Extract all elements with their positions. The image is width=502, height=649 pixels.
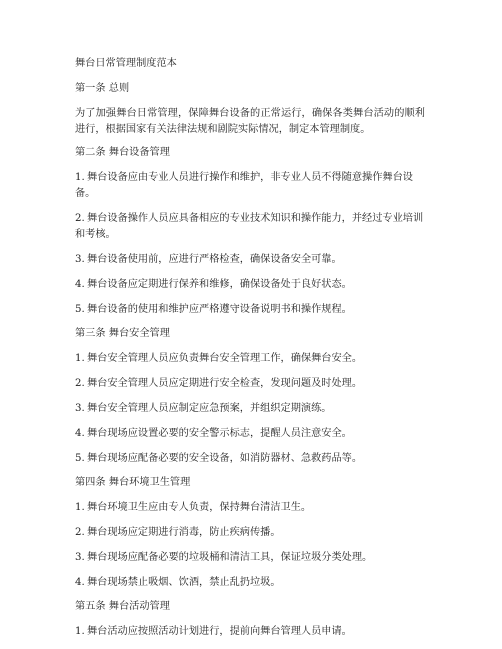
- item-text: 舞台活动应按照活动计划进行，提前向舞台管理人员申请。: [87, 626, 352, 637]
- list-item: [75, 525, 425, 541]
- section-activities: [75, 600, 425, 640]
- item-number: 3.: [75, 254, 85, 265]
- item-number: 1.: [75, 626, 85, 637]
- item-text: 舞台安全管理人员应制定应急预案，并组织定期演练。: [87, 403, 332, 414]
- list-item: [75, 277, 425, 293]
- list-item: [75, 575, 425, 591]
- list-item: [75, 426, 425, 442]
- list-item: [75, 252, 425, 268]
- item-number: 2.: [75, 527, 85, 538]
- item-number: 5.: [75, 453, 85, 464]
- item-number: 4.: [75, 428, 85, 439]
- item-number: 1.: [75, 172, 85, 183]
- list-item: [75, 401, 425, 417]
- list-item: [75, 302, 425, 318]
- section-heading: 第四条 舞台环境卫生管理: [75, 477, 191, 488]
- list-item: [75, 376, 425, 392]
- item-text: 舞台环境卫生应由专人负责，保持舞台清洁卫生。: [87, 502, 312, 513]
- item-text: 舞台安全管理人员应负责舞台安全管理工作，确保舞台安全。: [87, 353, 363, 364]
- section-paragraph: 为了加强舞台日常管理，保障舞台设备的正常运行，确保各类舞台活动的顺利进行，根据国家有关法律法规和剧院实际情况，制定本管理制度。: [75, 108, 425, 135]
- item-number: 2.: [75, 378, 85, 389]
- document-title: 舞台日常管理制度范本: [75, 58, 177, 69]
- list-item: [75, 550, 425, 566]
- document-content: [75, 57, 425, 649]
- section-equipment: [75, 146, 425, 318]
- item-number: 1.: [75, 353, 85, 364]
- item-number: 4.: [75, 577, 85, 588]
- item-text: 舞台设备应定期进行保养和维修，确保设备处于良好状态。: [87, 279, 352, 290]
- item-number: 3.: [75, 403, 85, 414]
- item-number: 1.: [75, 502, 85, 513]
- section-general: [75, 82, 425, 138]
- item-text: 舞台设备应由专业人员进行操作和维护，非专业人员不得随意操作舞台设备。: [75, 172, 413, 199]
- item-text: 舞台设备操作人员应具备相应的专业技术知识和操作能力，并经过专业培训和考核。: [75, 213, 424, 240]
- item-number: 5.: [75, 304, 85, 315]
- item-text: 舞台设备使用前，应进行严格检查，确保设备安全可靠。: [87, 254, 342, 265]
- list-item: [75, 500, 425, 516]
- list-item: [75, 170, 425, 202]
- list-item: [75, 624, 425, 640]
- item-text: 舞台现场应配备必要的垃圾桶和清洁工具，保证垃圾分类处理。: [87, 552, 373, 563]
- section-hygiene: [75, 476, 425, 591]
- item-text: 舞台现场应定期进行消毒，防止疾病传播。: [87, 527, 281, 538]
- list-item: [75, 211, 425, 243]
- section-heading: 第一条 总则: [75, 83, 130, 94]
- item-text: 舞台现场应设置必要的安全警示标志，提醒人员注意安全。: [87, 428, 352, 439]
- item-text: 舞台现场应配备必要的安全设备，如消防器材、急救药品等。: [87, 453, 363, 464]
- item-text: 舞台安全管理人员应定期进行安全检查，发现问题及时处理。: [87, 378, 363, 389]
- list-item: [75, 451, 425, 467]
- section-heading: 第三条 舞台安全管理: [75, 328, 170, 339]
- section-heading: 第五条 舞台活动管理: [75, 601, 170, 612]
- item-number: 3.: [75, 552, 85, 563]
- section-safety: [75, 327, 425, 467]
- item-number: 4.: [75, 279, 85, 290]
- list-item: [75, 351, 425, 367]
- item-number: 2.: [75, 213, 85, 224]
- item-text: 舞台设备的使用和维护应严格遵守设备说明书和操作规程。: [87, 304, 352, 315]
- section-heading: 第二条 舞台设备管理: [75, 147, 170, 158]
- item-text: 舞台现场禁止吸烟、饮酒，禁止乱扔垃圾。: [87, 577, 281, 588]
